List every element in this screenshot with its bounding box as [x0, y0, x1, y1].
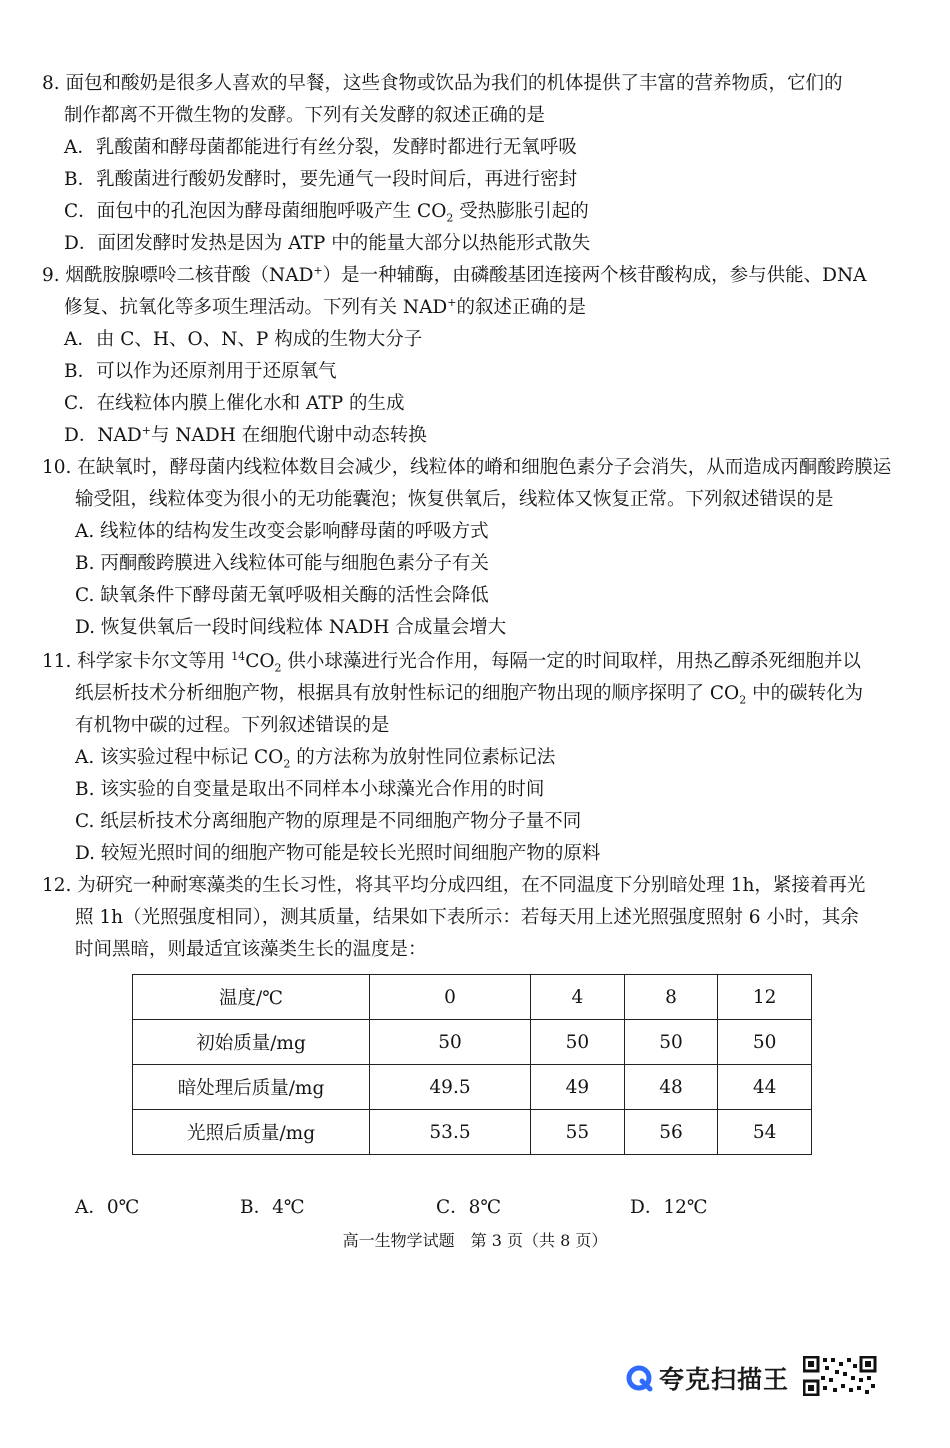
q12-data-table: [132, 974, 812, 1155]
table-cell: 初始质量/mg: [133, 1020, 370, 1065]
table-cell: 温度/℃: [133, 975, 370, 1020]
table-cell: 50: [718, 1020, 812, 1065]
q10-stem-line1: 10. 在缺氧时，酵母菌内线粒体数目会减少，线粒体的嵴和细胞色素分子会消失，从而造成丙酮酸跨膜运: [42, 457, 892, 478]
q11-option-d: D. 较短光照时间的细胞产物可能是较长光照时间细胞产物的原料: [75, 843, 601, 864]
q9-option-c: C．在线粒体内膜上催化水和 ATP 的生成: [64, 393, 405, 414]
table-cell: 48: [624, 1065, 718, 1110]
q11-stem-line1: 11. 科学家卡尔文等用 $^{14}CO_2$ 供小球藻进行光合作用，每隔一定的时间取样，用热乙醇杀死细胞并以: [42, 649, 861, 675]
table-cell: 55: [531, 1110, 625, 1155]
q8-stem-line2: 制作都离不开微生物的发酵。下列有关发酵的叙述正确的是: [64, 105, 546, 126]
q10-option-a: A. 线粒体的结构发生改变会影响酵母菌的呼吸方式: [75, 521, 489, 542]
q12-option-b: B．4℃: [240, 1197, 305, 1218]
question-8: [42, 68, 912, 260]
q8-option-b: B．乳酸菌进行酸奶发酵时，要先通气一段时间后，再进行密封: [64, 169, 578, 190]
table-row: [133, 1110, 812, 1155]
q9-option-b: B．可以作为还原剂用于还原氧气: [64, 361, 337, 382]
table-cell: 4: [531, 975, 625, 1020]
page-footer: 高一生物学试题 第 3 页（共 8 页）: [342, 1231, 608, 1250]
q9-stem-line1: 9. 烟酰胺腺嘌呤二核苷酸（NAD+）是一种辅酶，由磷酸基团连接两个核苷酸构成，参与供能、DNA: [42, 263, 867, 286]
table-cell: 12: [718, 975, 812, 1020]
q12-option-d: D．12℃: [630, 1197, 708, 1218]
q10-option-b: B. 丙酮酸跨膜进入线粒体可能与细胞色素分子有关: [75, 553, 489, 574]
q8-stem-line1: 8. 面包和酸奶是很多人喜欢的早餐，这些食物或饮品为我们的机体提供了丰富的营养物质，它们的: [42, 73, 843, 94]
q12-option-c: C．8℃: [436, 1197, 502, 1218]
q11-stem-line2: 纸层析技术分析细胞产物，根据具有放射性标记的细胞产物出现的顺序探明了 $CO_2$ 中的碳转化为: [75, 683, 864, 707]
scanner-watermark: [625, 1358, 789, 1398]
scanner-brand-name: 夸克扫描王: [659, 1365, 790, 1394]
question-11: [42, 646, 912, 870]
question-12: [42, 870, 912, 966]
q10-stem-line2: 输受阻，线粒体变为很小的无功能囊泡；恢复供氧后，线粒体又恢复正常。下列叙述错误的是: [75, 489, 834, 510]
q11-option-b: B. 该实验的自变量是取出不同样本小球藻光合作用的时间: [75, 779, 545, 800]
table-cell: 0: [370, 975, 531, 1020]
q12-stem-line1: 12. 为研究一种耐寒藻类的生长习性，将其平均分成四组，在不同温度下分别暗处理 1h，紧接着再光: [42, 875, 866, 896]
q12-option-a: A．0℃: [75, 1197, 140, 1218]
q11-stem-line3: 有机物中碳的过程。下列叙述错误的是: [75, 715, 390, 736]
table-cell: 50: [531, 1020, 625, 1065]
table-cell: 44: [718, 1065, 812, 1110]
q12-stem-line2: 照 1h（光照强度相同），测其质量，结果如下表所示：若每天用上述光照强度照射 6 小时，其余: [75, 907, 859, 928]
question-10: [42, 452, 912, 644]
q11-option-c: C. 纸层析技术分离细胞产物的原理是不同细胞产物分子量不同: [75, 811, 582, 832]
question-9: [42, 260, 912, 452]
table-row: [133, 1065, 812, 1110]
q8-option-a: A．乳酸菌和酵母菌都能进行有丝分裂，发酵时都进行无氧呼吸: [64, 137, 577, 158]
table-cell: 暗处理后质量/mg: [133, 1065, 370, 1110]
q8-option-c: C．面包中的孔泡因为酵母菌细胞呼吸产生 $CO_2$ 受热膨胀引起的: [64, 201, 589, 225]
table-cell: 49.5: [370, 1065, 531, 1110]
table-cell: 56: [624, 1110, 718, 1155]
q8-option-d: D．面团发酵时发热是因为 ATP 中的能量大部分以热能形式散失: [64, 233, 591, 254]
table-cell: 53.5: [370, 1110, 531, 1155]
q9-stem-line2: 修复、抗氧化等多项生理活动。下列有关 NAD+的叙述正确的是: [64, 295, 586, 318]
q9-option-d: D．NAD+与 NADH 在细胞代谢中动态转换: [64, 423, 427, 446]
q12-stem-line3: 时间黑暗，则最适宜该藻类生长的温度是：: [75, 939, 427, 960]
quark-logo-icon: [625, 1364, 653, 1392]
table-cell: 50: [370, 1020, 531, 1065]
table-cell: 8: [624, 975, 718, 1020]
q10-option-c: C. 缺氧条件下酵母菌无氧呼吸相关酶的活性会降低: [75, 585, 489, 606]
table-row: [133, 975, 812, 1020]
table-row: [133, 1020, 812, 1065]
qr-code-icon: [803, 1356, 877, 1396]
table-cell: 光照后质量/mg: [133, 1110, 370, 1155]
q10-option-d: D. 恢复供氧后一段时间线粒体 NADH 合成量会增大: [75, 617, 507, 638]
table-cell: 49: [531, 1065, 625, 1110]
table-cell: 54: [718, 1110, 812, 1155]
q11-option-a: A. 该实验过程中标记 $CO_2$ 的方法称为放射性同位素标记法: [75, 747, 556, 771]
table-cell: 50: [624, 1020, 718, 1065]
q9-option-a: A．由 C、H、O、N、P 构成的生物大分子: [64, 329, 423, 350]
